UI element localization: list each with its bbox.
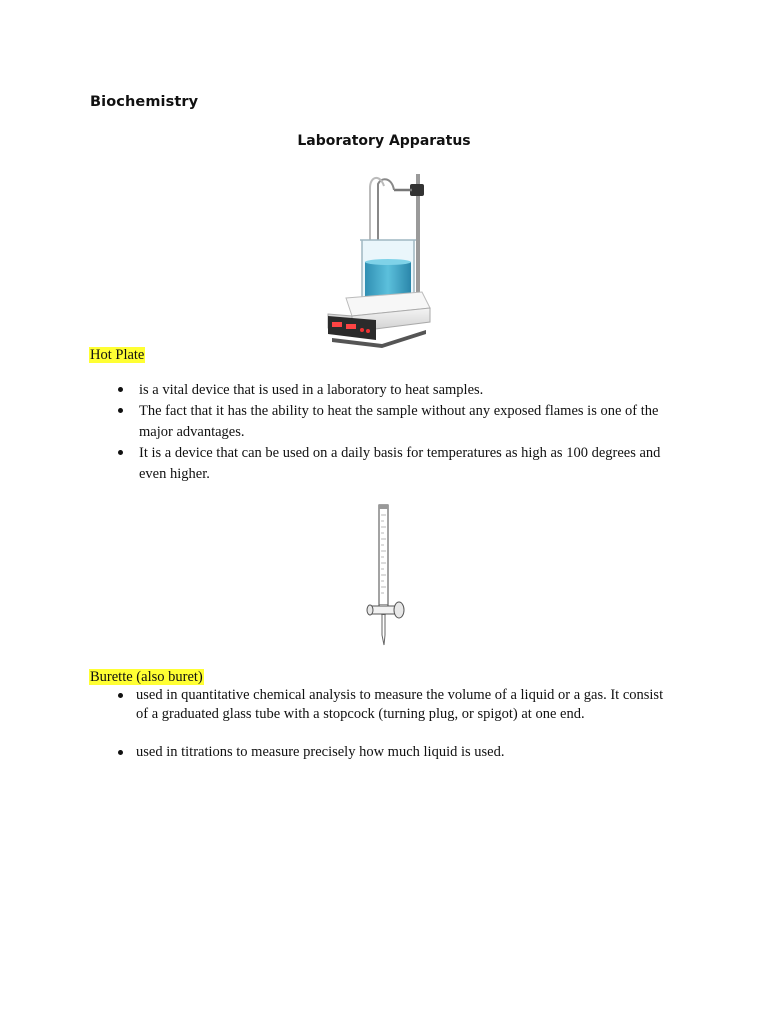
list-item xyxy=(139,380,669,401)
list-item xyxy=(136,686,676,724)
bullet-icon xyxy=(118,750,123,755)
bullet-icon xyxy=(118,693,123,698)
bullet-icon xyxy=(118,408,123,413)
hot-plate-heading-text: Hot Plate xyxy=(90,347,145,363)
list-item xyxy=(139,401,669,443)
list-item-text: used in titrations to measure precisely how much liquid is used. xyxy=(136,744,505,760)
burette-heading xyxy=(89,668,204,686)
list-item xyxy=(136,743,676,762)
list-item-text: It is a device that can be used on a daily basis for temperatures as high as 100 degrees and even higher. xyxy=(139,445,661,482)
burette-illustration xyxy=(364,503,408,647)
hot-plate-bullet-list xyxy=(139,380,669,485)
bullet-icon xyxy=(118,387,123,392)
hot-plate-stirrer-illustration xyxy=(322,170,432,348)
burette-bullet-list xyxy=(136,686,676,762)
bullet-icon xyxy=(118,450,123,455)
list-item-text: The fact that it has the ability to heat the sample without any exposed flames is one of the major advantages. xyxy=(139,403,659,440)
list-item-text: is a vital device that is used in a laboratory to heat samples. xyxy=(139,382,484,398)
list-item xyxy=(139,443,669,485)
page-title: Laboratory Apparatus xyxy=(297,133,471,149)
hot-plate-heading xyxy=(89,346,145,364)
burette-heading-text: Burette (also buret) xyxy=(90,669,203,685)
list-item-text: used in quantitative chemical analysis to measure the volume of a liquid or a gas. It consist of a graduated glass tube with a stopcock (turning plug, or spigot) at one end. xyxy=(136,687,664,722)
subject-heading: Biochemistry xyxy=(90,94,199,110)
